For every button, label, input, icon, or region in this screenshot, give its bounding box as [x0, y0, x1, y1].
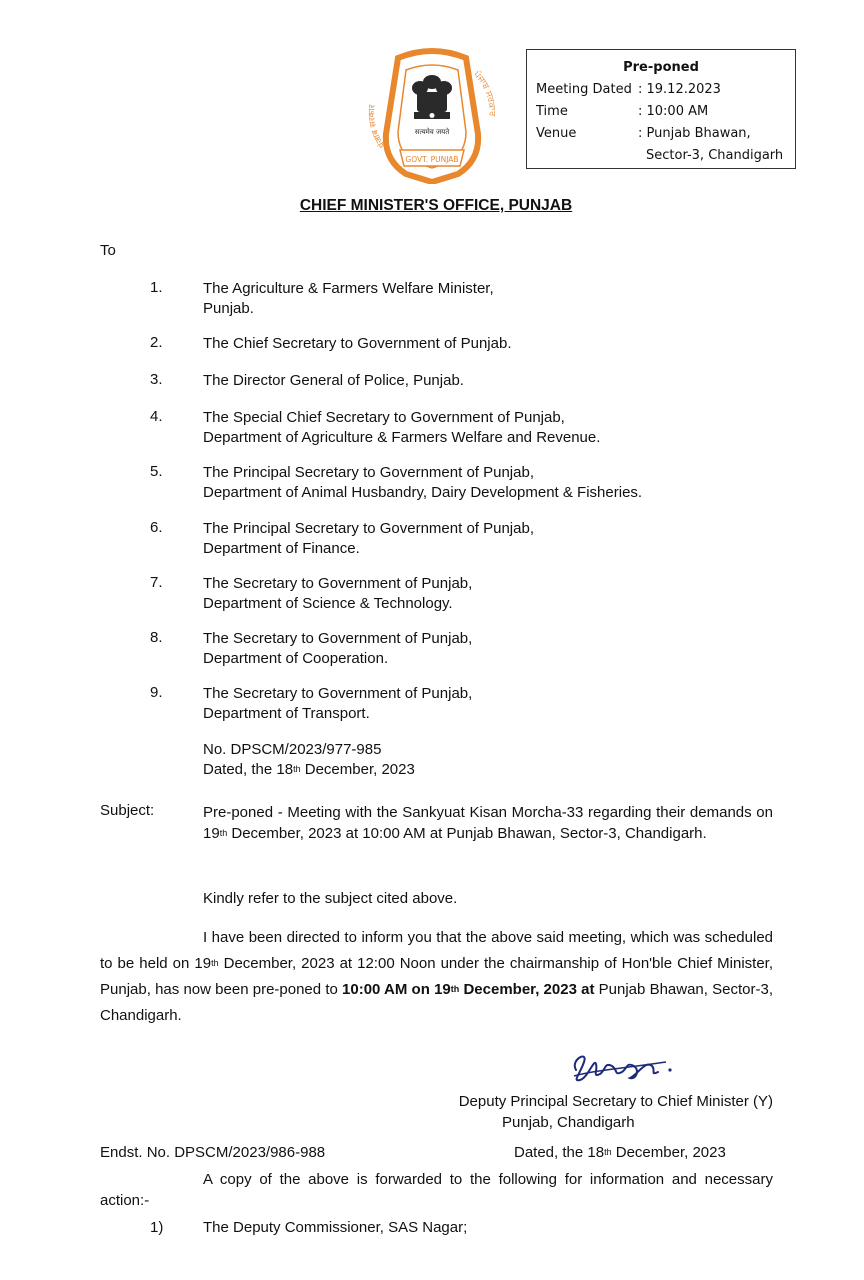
lion-capital-icon	[412, 75, 452, 119]
to-label: To	[100, 242, 116, 259]
meeting-time-value: : 10:00 AM	[638, 104, 709, 119]
addressee-line: The Special Chief Secretary to Government of Punjab,	[203, 409, 565, 426]
addressee-line: Department of Agriculture & Farmers Welfare and Revenue.	[203, 429, 601, 446]
signatory-location: Punjab, Chandigarh	[502, 1114, 635, 1131]
addressee-line: The Principal Secretary to Government of Punjab,	[203, 464, 534, 481]
svg-text:GOVT. PUNJAB: GOVT. PUNJAB	[405, 155, 459, 164]
addressee-line: The Secretary to Government of Punjab,	[203, 685, 473, 702]
addressee-item	[203, 519, 534, 559]
meeting-date-label: Meeting Dated	[536, 82, 632, 97]
addressee-number: 6.	[150, 519, 163, 536]
addressee-line: Department of Cooperation.	[203, 650, 389, 667]
reference-date: Dated, the 18th December, 2023	[203, 761, 415, 778]
addressee-line: The Secretary to Government of Punjab,	[203, 575, 473, 592]
subject-text: Pre-poned - Meeting with the Sankyuat Kisan Morcha-33 regarding their demands on 19th December, 2023 at 10:00 AM at Punjab Bhawan, Sector-3, Chandigarh.	[203, 804, 773, 842]
endorsement-number: Endst. No. DPSCM/2023/986-988	[100, 1144, 326, 1161]
addressee-item	[203, 371, 464, 391]
addressee-line: Department of Finance.	[203, 540, 360, 557]
subject-label: Subject:	[100, 802, 155, 819]
addressee-line: The Chief Secretary to Government of Punjab.	[203, 335, 512, 352]
addressee-number: 9.	[150, 684, 163, 701]
signature-image	[566, 1040, 686, 1088]
body-paragraph: I have been directed to inform you that the above said meeting, which was scheduled to be held on 19th December, 2023 at 12:00 Noon under the chairmanship of Hon'ble Chief Minister, Punjab, has now been pre-poned to 10:00 AM on 19th December, 2023 at Punjab Bhawan, Sector-3, Chandigarh.	[100, 929, 773, 1024]
addressee-line: Department of Animal Husbandry, Dairy Development & Fisheries.	[203, 484, 643, 501]
svg-text:पंजाब सरकार: पंजाब सरकार	[367, 104, 388, 150]
office-title: CHIEF MINISTER'S OFFICE, PUNJAB	[299, 197, 573, 214]
addressee-line: Punjab.	[203, 300, 254, 317]
kindly-refer-text: Kindly refer to the subject cited above.	[203, 890, 458, 907]
meeting-box-heading: Pre-poned	[623, 60, 699, 75]
addressee-item	[203, 629, 472, 669]
addressee-line: The Agriculture & Farmers Welfare Minister,	[203, 280, 494, 297]
signatory-block	[400, 1091, 773, 1133]
addressee-number: 5.	[150, 463, 163, 480]
govt-punjab-emblem	[362, 42, 502, 184]
addressee-number: 4.	[150, 408, 163, 425]
addressee-item	[203, 334, 512, 354]
addressee-item	[203, 408, 600, 448]
addressee-item	[203, 574, 472, 614]
addressee-line: The Principal Secretary to Government of Punjab,	[203, 520, 534, 537]
addressee-line: Department of Science & Technology.	[203, 595, 453, 612]
addressee-line: The Director General of Police, Punjab.	[203, 372, 464, 389]
reference-number: No. DPSCM/2023/977-985	[203, 741, 382, 758]
addressee-number: 1.	[150, 279, 163, 296]
cc-recipient: The Deputy Commissioner, SAS Nagar;	[203, 1219, 468, 1236]
addressee-number: 7.	[150, 574, 163, 591]
svg-text:ਪੰਜਾਬ ਸਰਕਾਰ: ਪੰਜਾਬ ਸਰਕਾਰ	[471, 69, 497, 117]
endorsement-date: Dated, the 18th December, 2023	[514, 1144, 726, 1161]
meeting-venue-value-line2: Sector-3, Chandigarh	[646, 148, 784, 163]
meeting-time-label: Time	[536, 104, 568, 119]
addressee-number: 3.	[150, 371, 163, 388]
meeting-venue-value: : Punjab Bhawan,	[638, 126, 751, 141]
copy-forward-text: A copy of the above is forwarded to the following for information and necessary action:-	[100, 1171, 773, 1209]
meeting-venue-label: Venue	[536, 126, 577, 141]
cc-number: 1)	[150, 1219, 164, 1236]
addressee-line: The Secretary to Government of Punjab,	[203, 630, 473, 647]
meeting-date-value: : 19.12.2023	[638, 82, 721, 97]
svg-text:सत्यमेव जयते: सत्यमेव जयते	[414, 128, 450, 136]
addressee-number: 8.	[150, 629, 163, 646]
addressee-item	[203, 463, 642, 503]
addressee-line: Department of Transport.	[203, 705, 370, 722]
reference-block	[203, 740, 415, 780]
addressee-item	[203, 279, 494, 319]
addressee-number: 2.	[150, 334, 163, 351]
addressee-item	[203, 684, 472, 724]
signatory-designation: Deputy Principal Secretary to Chief Minister (Y)	[458, 1093, 773, 1110]
meeting-details-box	[526, 49, 796, 169]
